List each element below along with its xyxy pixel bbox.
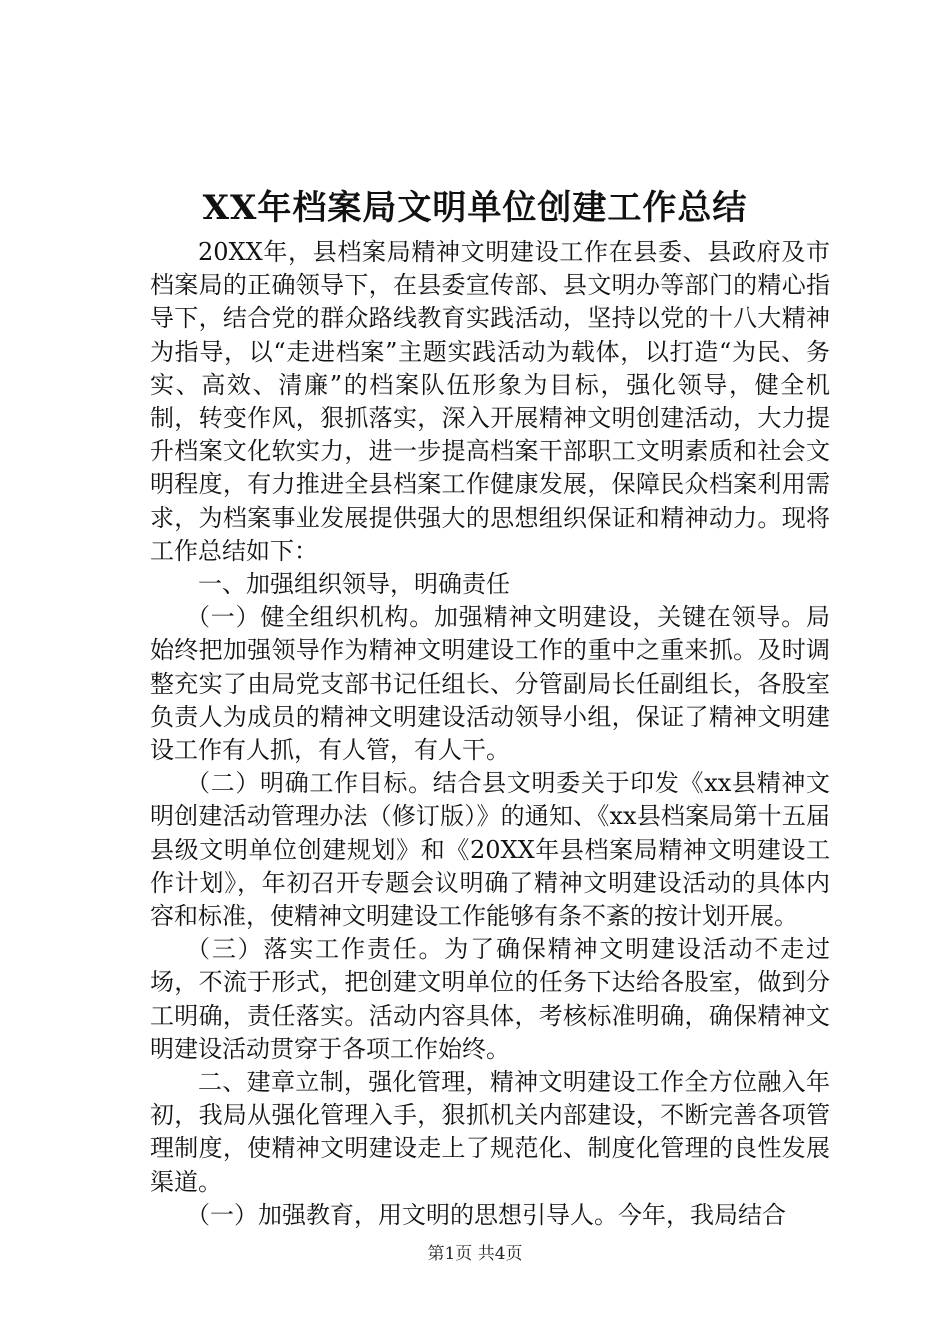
page-footer: 第1页 共4页: [427, 1244, 523, 1264]
paragraph-1-3: （三）落实工作责任。为了确保精神文明建设活动不走过场，不流于形式，把创建文明单位的任务下达给各股室，做到分工明确，责任落实。活动内容具体，考核标准明确，确保精神文明建设活动贯穿于各项工作始终。: [150, 935, 830, 1063]
paragraph-1-1: （一）健全组织机构。加强精神文明建设，关键在领导。局始终把加强领导作为精神文明建设工作的重中之重来抓。及时调整充实了由局党支部书记任组长、分管副局长任副组长，各股室负责人为成员的精神文明建设活动领导小组，保证了精神文明建设工作有人抓，有人管，有人干。: [150, 603, 830, 765]
paragraph-2-1: （一）加强教育，用文明的思想引导人。今年，我局结合: [186, 1200, 786, 1229]
document-title: XX年档案局文明单位创建工作总结: [202, 188, 748, 228]
paragraph-intro: 20XX年，县档案局精神文明建设工作在县委、县政府及市档案局的正确领导下，在县委宣传部、县文明办等部门的精心指导下，结合党的群众路线教育实践活动，坚持以党的十八大精神为指导，以“走进档案”主题实践活动为载体，以打造“为民、务实、高效、清廉”的档案队伍形象为目标，强化领导，健全机制，转变作风，狠抓落实，深入开展精神文明创建活动，大力提升档案文化软实力，进一步提高档案干部职工文明素质和社会文明程度，有力推进全县档案工作健康发展，保障民众档案利用需求，为档案事业发展提供强大的思想组织保证和精神动力。现将工作总结如下：: [150, 238, 830, 565]
paragraph-1-2: （二）明确工作目标。结合县文明委关于印发《xx县精神文明创建活动管理办法（修订版）》的通知、《xx县档案局第十五届县级文明单位创建规划》和《20XX年县档案局精神文明建设工作计划》，年初召开专题会议明确了精神文明建设活动的具体内容和标准，使精神文明建设工作能够有条不紊的按计划开展。: [150, 769, 830, 931]
section-heading-2: 二、建章立制，强化管理，精神文明建设工作全方位融入年初，我局从强化管理入手，狠抓机关内部建设，不断完善各项管理制度，使精神文明建设走上了规范化、制度化管理的良性发展渠道。: [150, 1068, 830, 1196]
document-body: [150, 236, 830, 1232]
section-heading-1: 一、加强组织领导，明确责任: [198, 570, 510, 599]
